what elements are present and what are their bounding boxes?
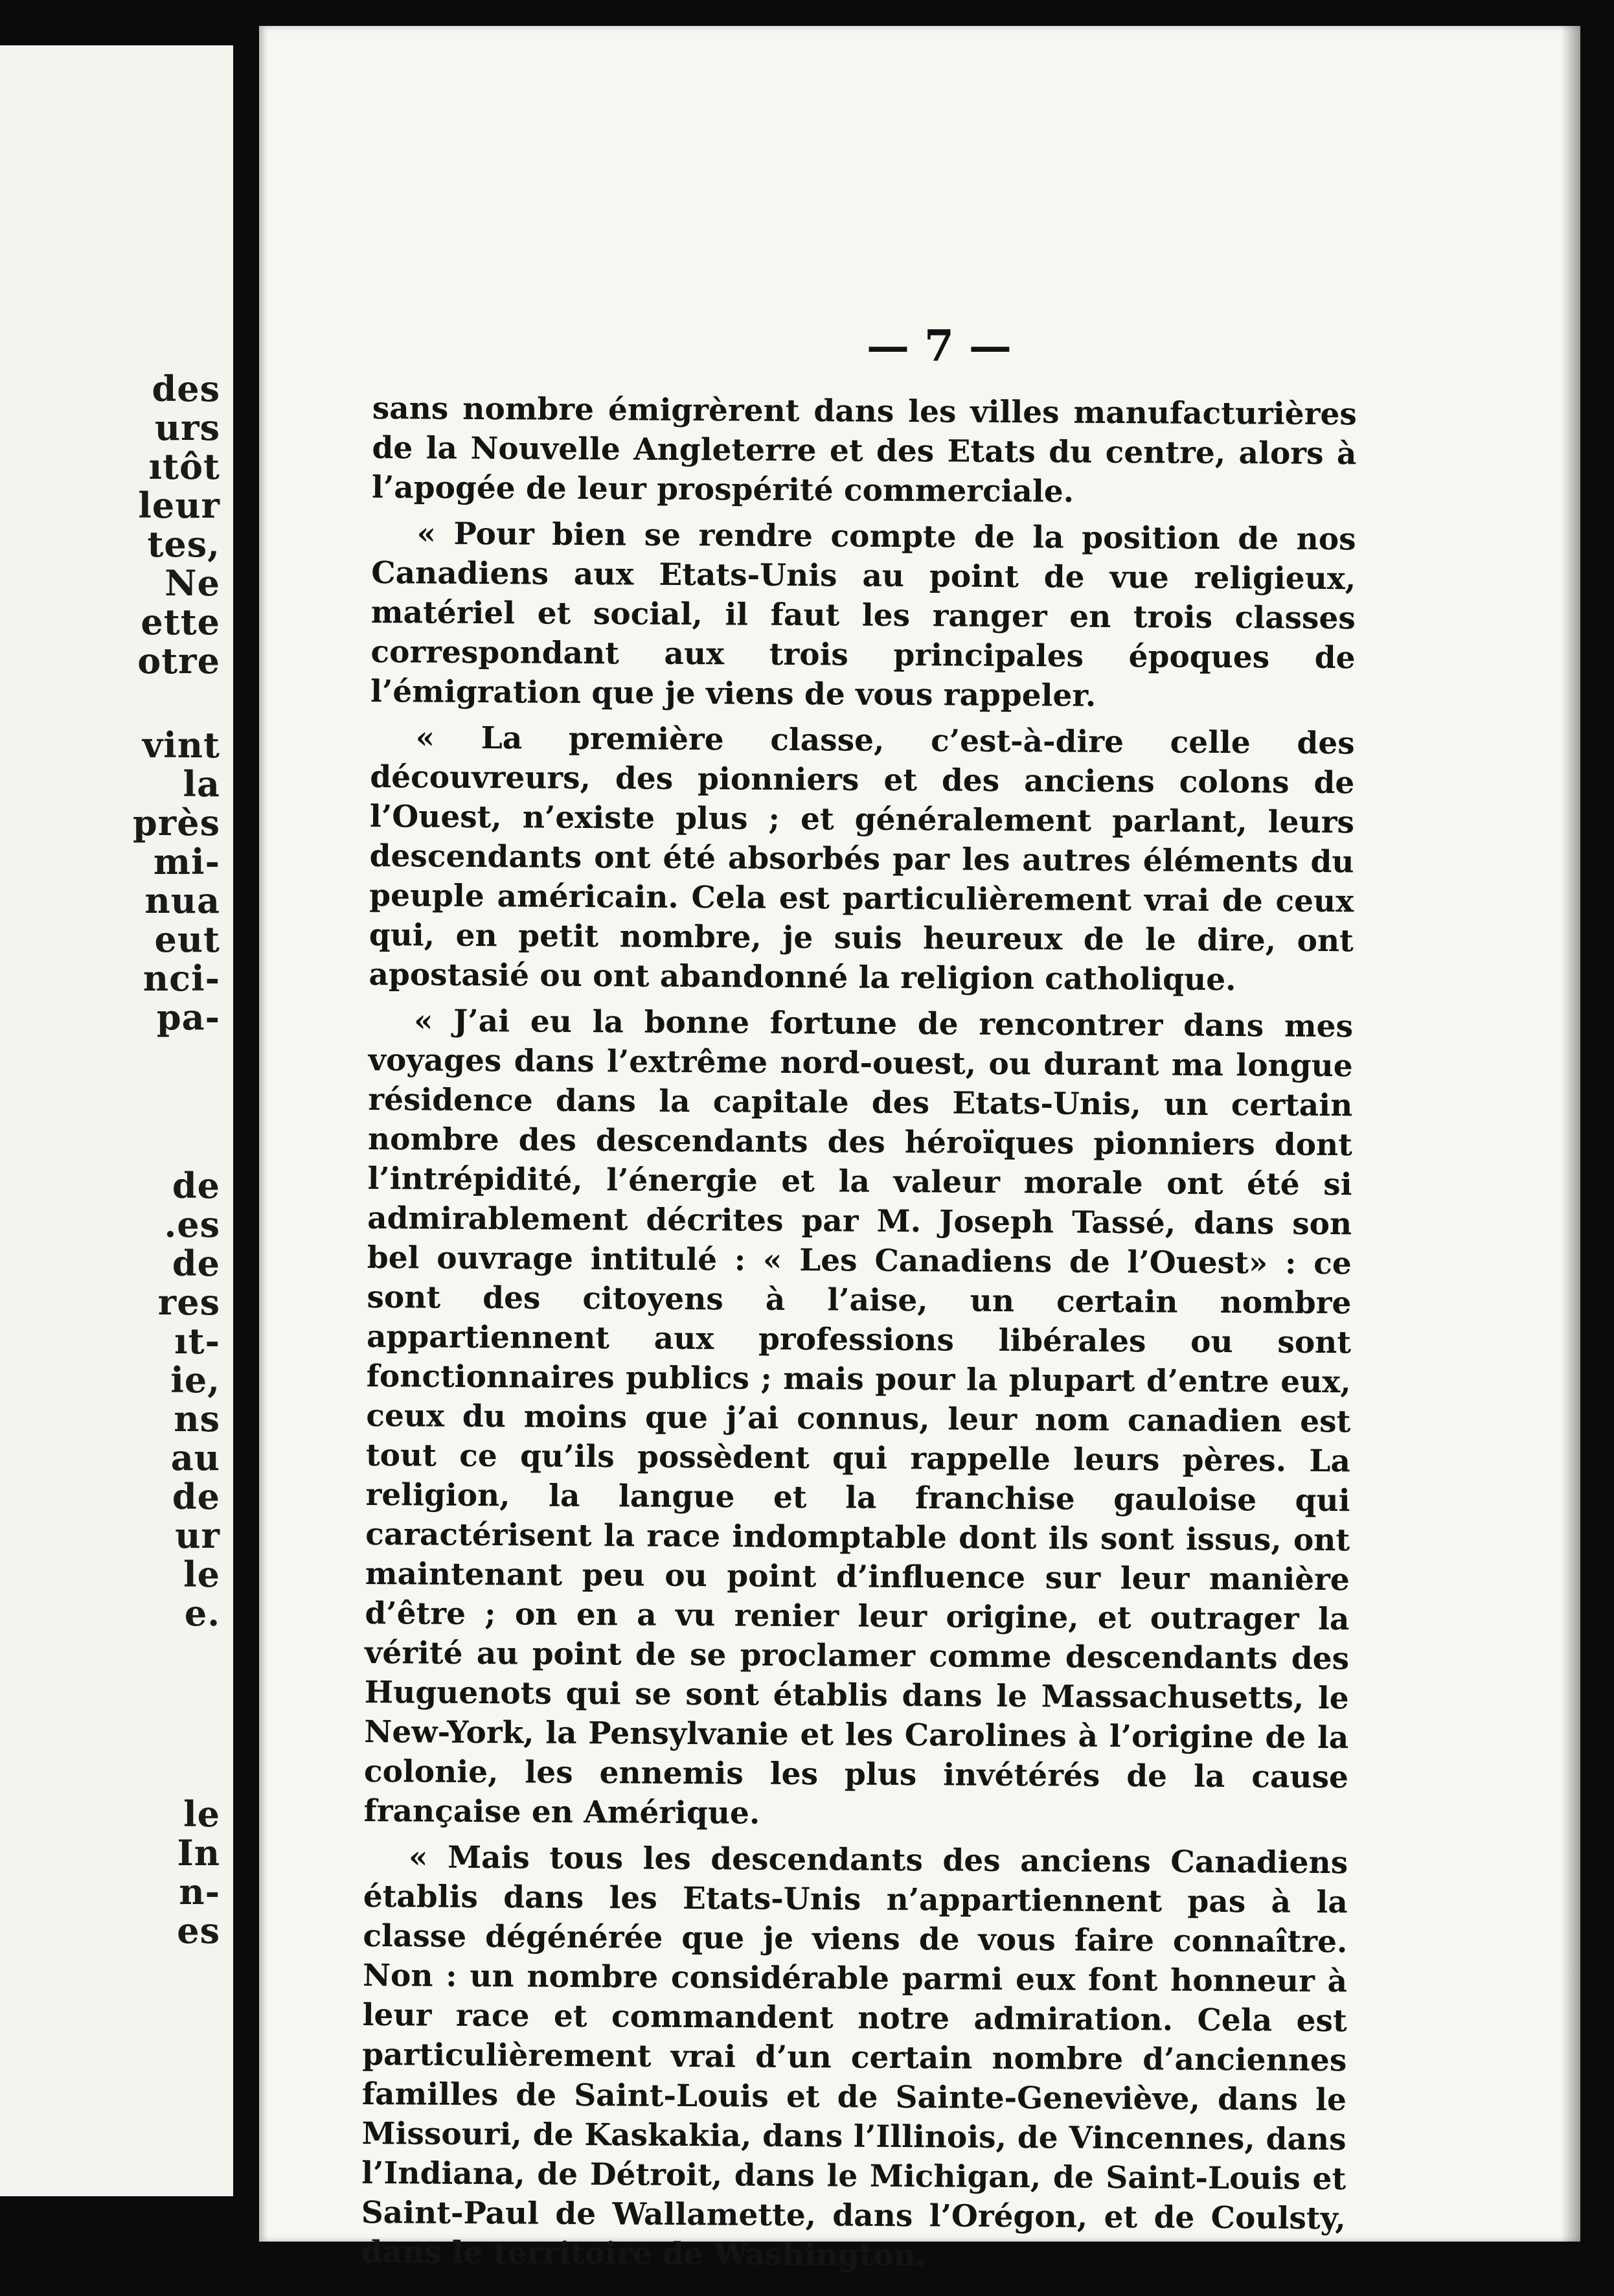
page-edge-shadow bbox=[1561, 26, 1580, 2242]
left-fragment-line: des bbox=[152, 368, 220, 409]
left-fragment-line: leur bbox=[138, 485, 220, 526]
left-fragment-line: le bbox=[183, 1554, 220, 1595]
left-fragment-line: n- bbox=[179, 1871, 220, 1912]
paragraph-1: sans nombre émigrèrent dans les villes manufacturières de la Nouvelle Angleterre et des Etats du centre, alors à l’apogée de leur prospérité commerciale. bbox=[371, 390, 1357, 510]
left-fragment-line: nua bbox=[144, 880, 220, 921]
left-fragment-line: ns bbox=[174, 1398, 220, 1440]
paragraph-4: « J’ai eu la bonne fortune de rencontrer dans mes voyages dans l’extrême nord-ouest, ou durant ma longue résidence dans la capitale des Etats-Unis, un certain nombre des descendants des héroïques pionniers dont l’intrépidité, l’énergie et la valeur morale ont été si admirablement décrites par M. Joseph Tassé, dans son bel ouvrage intitulé : « Les Canadiens de l’Ouest» : ce sont des citoyens à l’aise, un certain nombre appartiennent aux professions libérales ou sont fonctionnaires publics ; mais pour la plupart d’entre eux, ceux du moins que j’ai connus, leur nom canadien est tout ce qu’ils possèdent qui rappelle leurs pères. La religion, la langue et la franchise gauloise qui caractérisent la race indomptable dont ils sont issus, ont maintenant peu ou point d’influence sur leur manière d’être ; on en a vu renier leur origine, et outrager la vérité au point de se proclamer comme descendants des Huguenots qui se sont établis dans le Massachusetts, le New-York, la Pensylvanie et les Carolines à l’origine de la colonie, les ennemis les plus invétérés de la cause française en Amérique. bbox=[363, 1003, 1354, 1831]
left-fragment-line: de bbox=[172, 1476, 220, 1517]
left-fragment-line: mi- bbox=[153, 841, 220, 882]
left-fragment-line: otre bbox=[137, 640, 220, 682]
left-page-fragment bbox=[0, 45, 233, 2196]
left-fragment-line: Ne bbox=[165, 562, 220, 604]
page-seven bbox=[259, 26, 1580, 2274]
left-fragment-line: eut bbox=[154, 919, 220, 960]
left-fragment-line: la bbox=[183, 763, 220, 805]
left-fragment-line: ıt- bbox=[174, 1320, 220, 1362]
left-fragment-line: es bbox=[177, 1910, 220, 1951]
paragraph-5: « Mais tous les descendants des anciens Canadiens établis dans les Etats-Unis n’appartiennent pas à la classe dégénérée que je viens de vous faire connaître. Non : un nombre considérable parmi eux font honneur à leur race et commandent notre admiration. Cela est particulièrement vrai d’un certain nombre d’anciennes familles de Saint-Louis et de Sainte-Geneviève, dans le Missouri, de Kaskakia, dans l’Illinois, de Vincennes, dans l’Indiana, de Détroit, dans le Michigan, de Saint-Louis et Saint-Paul de Wallamette, dans l’Orégon, et de Coulsty, dans le territoire de Washington. bbox=[361, 1839, 1348, 2274]
left-fragment-line: urs bbox=[154, 407, 220, 448]
left-fragment-line: de bbox=[172, 1243, 220, 1284]
left-fragment-line: tes, bbox=[147, 523, 220, 565]
left-fragment-line: de bbox=[172, 1165, 220, 1206]
page-number: — 7 — bbox=[867, 321, 1012, 371]
paragraph-2: « Pour bien se rendre compte de la position de nos Canadiens aux Etats-Unis au point de vue religieux, matériel et social, il faut les ranger en trois classes correspondant aux trois principales époques de l’émigration que je viens de vous rappeler. bbox=[370, 516, 1356, 714]
left-fragment-line: e. bbox=[184, 1592, 220, 1634]
left-fragment-line: res bbox=[157, 1281, 220, 1323]
left-fragment-line: .es bbox=[164, 1204, 220, 1245]
left-fragment-line: au bbox=[170, 1437, 220, 1478]
body-text bbox=[361, 389, 1357, 2284]
left-fragment-line: ıtôt bbox=[148, 446, 220, 487]
left-fragment-line: près bbox=[133, 802, 220, 844]
paragraph-3: « La première classe, c’est-à-dire celle des découvreurs, des pionniers et des anciens colons de l’Ouest, n’existe plus ; et généralement parlant, leurs descendants ont été absorbés par les autres éléments du peuple américain. Cela est particulièrement vrai de ceux qui, en petit nombre, je suis heureux de le dire, ont apostasié ou ont abandonné la religion catholique. bbox=[369, 720, 1355, 998]
left-page-text-fragments bbox=[13, 45, 220, 2196]
left-fragment-line: pa- bbox=[156, 996, 220, 1038]
left-fragment-line: nci- bbox=[142, 958, 220, 999]
left-fragment-line: vint bbox=[142, 724, 220, 766]
left-fragment-line: ette bbox=[141, 601, 220, 643]
left-fragment-line: ur bbox=[175, 1515, 220, 1556]
left-fragment-line: le bbox=[183, 1793, 220, 1835]
left-fragment-line: ie, bbox=[170, 1359, 220, 1401]
left-fragment-line: In bbox=[177, 1832, 220, 1874]
